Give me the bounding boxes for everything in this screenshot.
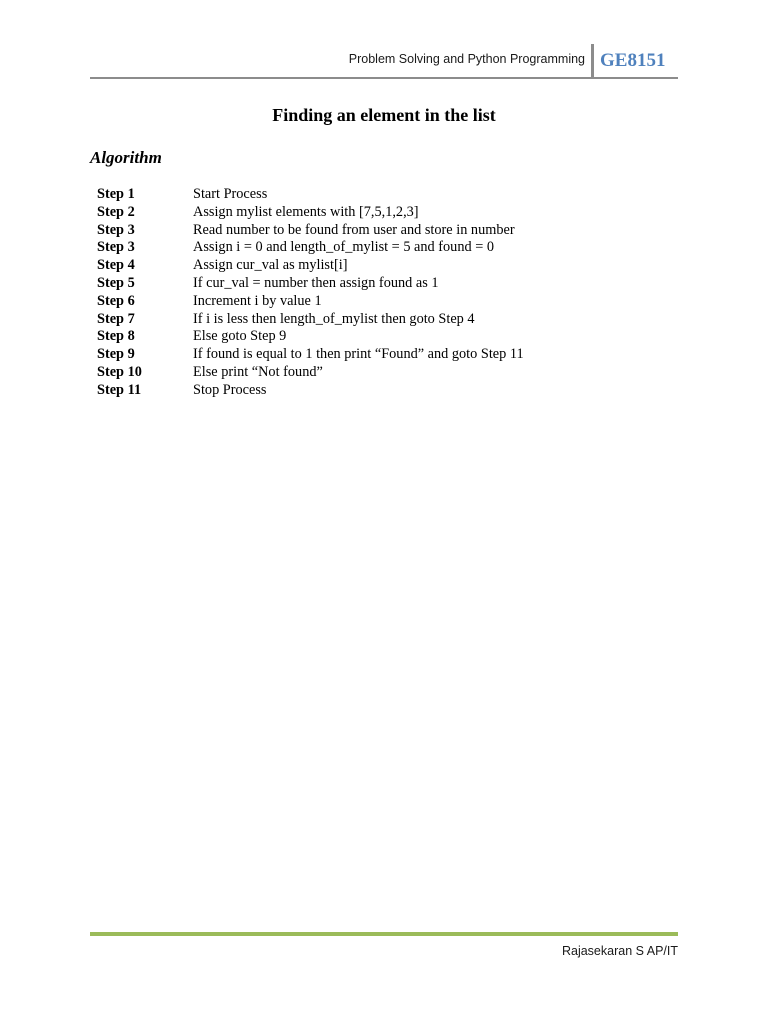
step-row	[97, 364, 524, 382]
step-text: Else goto Step 9	[193, 328, 287, 345]
step-label: Step 9	[97, 346, 135, 363]
step-label: Step 6	[97, 292, 135, 309]
step-row	[97, 239, 524, 257]
step-text: Assign cur_val as mylist[i]	[193, 257, 348, 274]
step-row	[97, 204, 524, 222]
step-label: Step 11	[97, 381, 142, 398]
step-text: Else print “Not found”	[193, 363, 323, 380]
step-row	[97, 186, 524, 204]
header-course-title: Problem Solving and Python Programming	[348, 52, 585, 66]
step-text: Stop Process	[193, 381, 267, 398]
header-divider	[591, 44, 594, 78]
step-label: Step 7	[97, 310, 135, 327]
step-row	[97, 382, 524, 400]
header-rule	[90, 77, 678, 79]
step-row	[97, 275, 524, 293]
step-row	[97, 293, 524, 311]
step-label: Step 10	[97, 363, 142, 380]
step-text: If cur_val = number then assign found as 1	[193, 274, 439, 291]
step-text: If i is less then length_of_mylist then goto Step 4	[193, 310, 475, 327]
step-text: Assign i = 0 and length_of_mylist = 5 and found = 0	[193, 239, 494, 256]
step-label: Step 1	[97, 186, 135, 202]
step-label: Step 3	[97, 239, 135, 256]
step-label: Step 4	[97, 257, 135, 274]
page-title: Finding an element in the list	[272, 105, 496, 125]
step-text: Assign mylist elements with [7,5,1,2,3]	[193, 203, 419, 220]
footer-rule	[90, 932, 678, 936]
step-label: Step 3	[97, 221, 135, 238]
step-label: Step 8	[97, 328, 135, 345]
step-row	[97, 311, 524, 329]
step-row	[97, 222, 524, 240]
step-row	[97, 328, 524, 346]
algorithm-steps	[97, 186, 524, 400]
step-row	[97, 257, 524, 275]
step-label: Step 2	[97, 203, 135, 220]
footer-author: Rajasekaran S AP/IT	[561, 944, 678, 958]
step-row	[97, 346, 524, 364]
step-text: Read number to be found from user and store in number	[193, 221, 515, 238]
header-course-code: GE8151	[600, 50, 666, 71]
section-heading: Algorithm	[90, 148, 162, 167]
step-text: Start Process	[193, 186, 268, 202]
step-text: If found is equal to 1 then print “Found” and goto Step 11	[193, 346, 524, 363]
step-text: Increment i by value 1	[193, 292, 322, 309]
step-label: Step 5	[97, 274, 135, 291]
